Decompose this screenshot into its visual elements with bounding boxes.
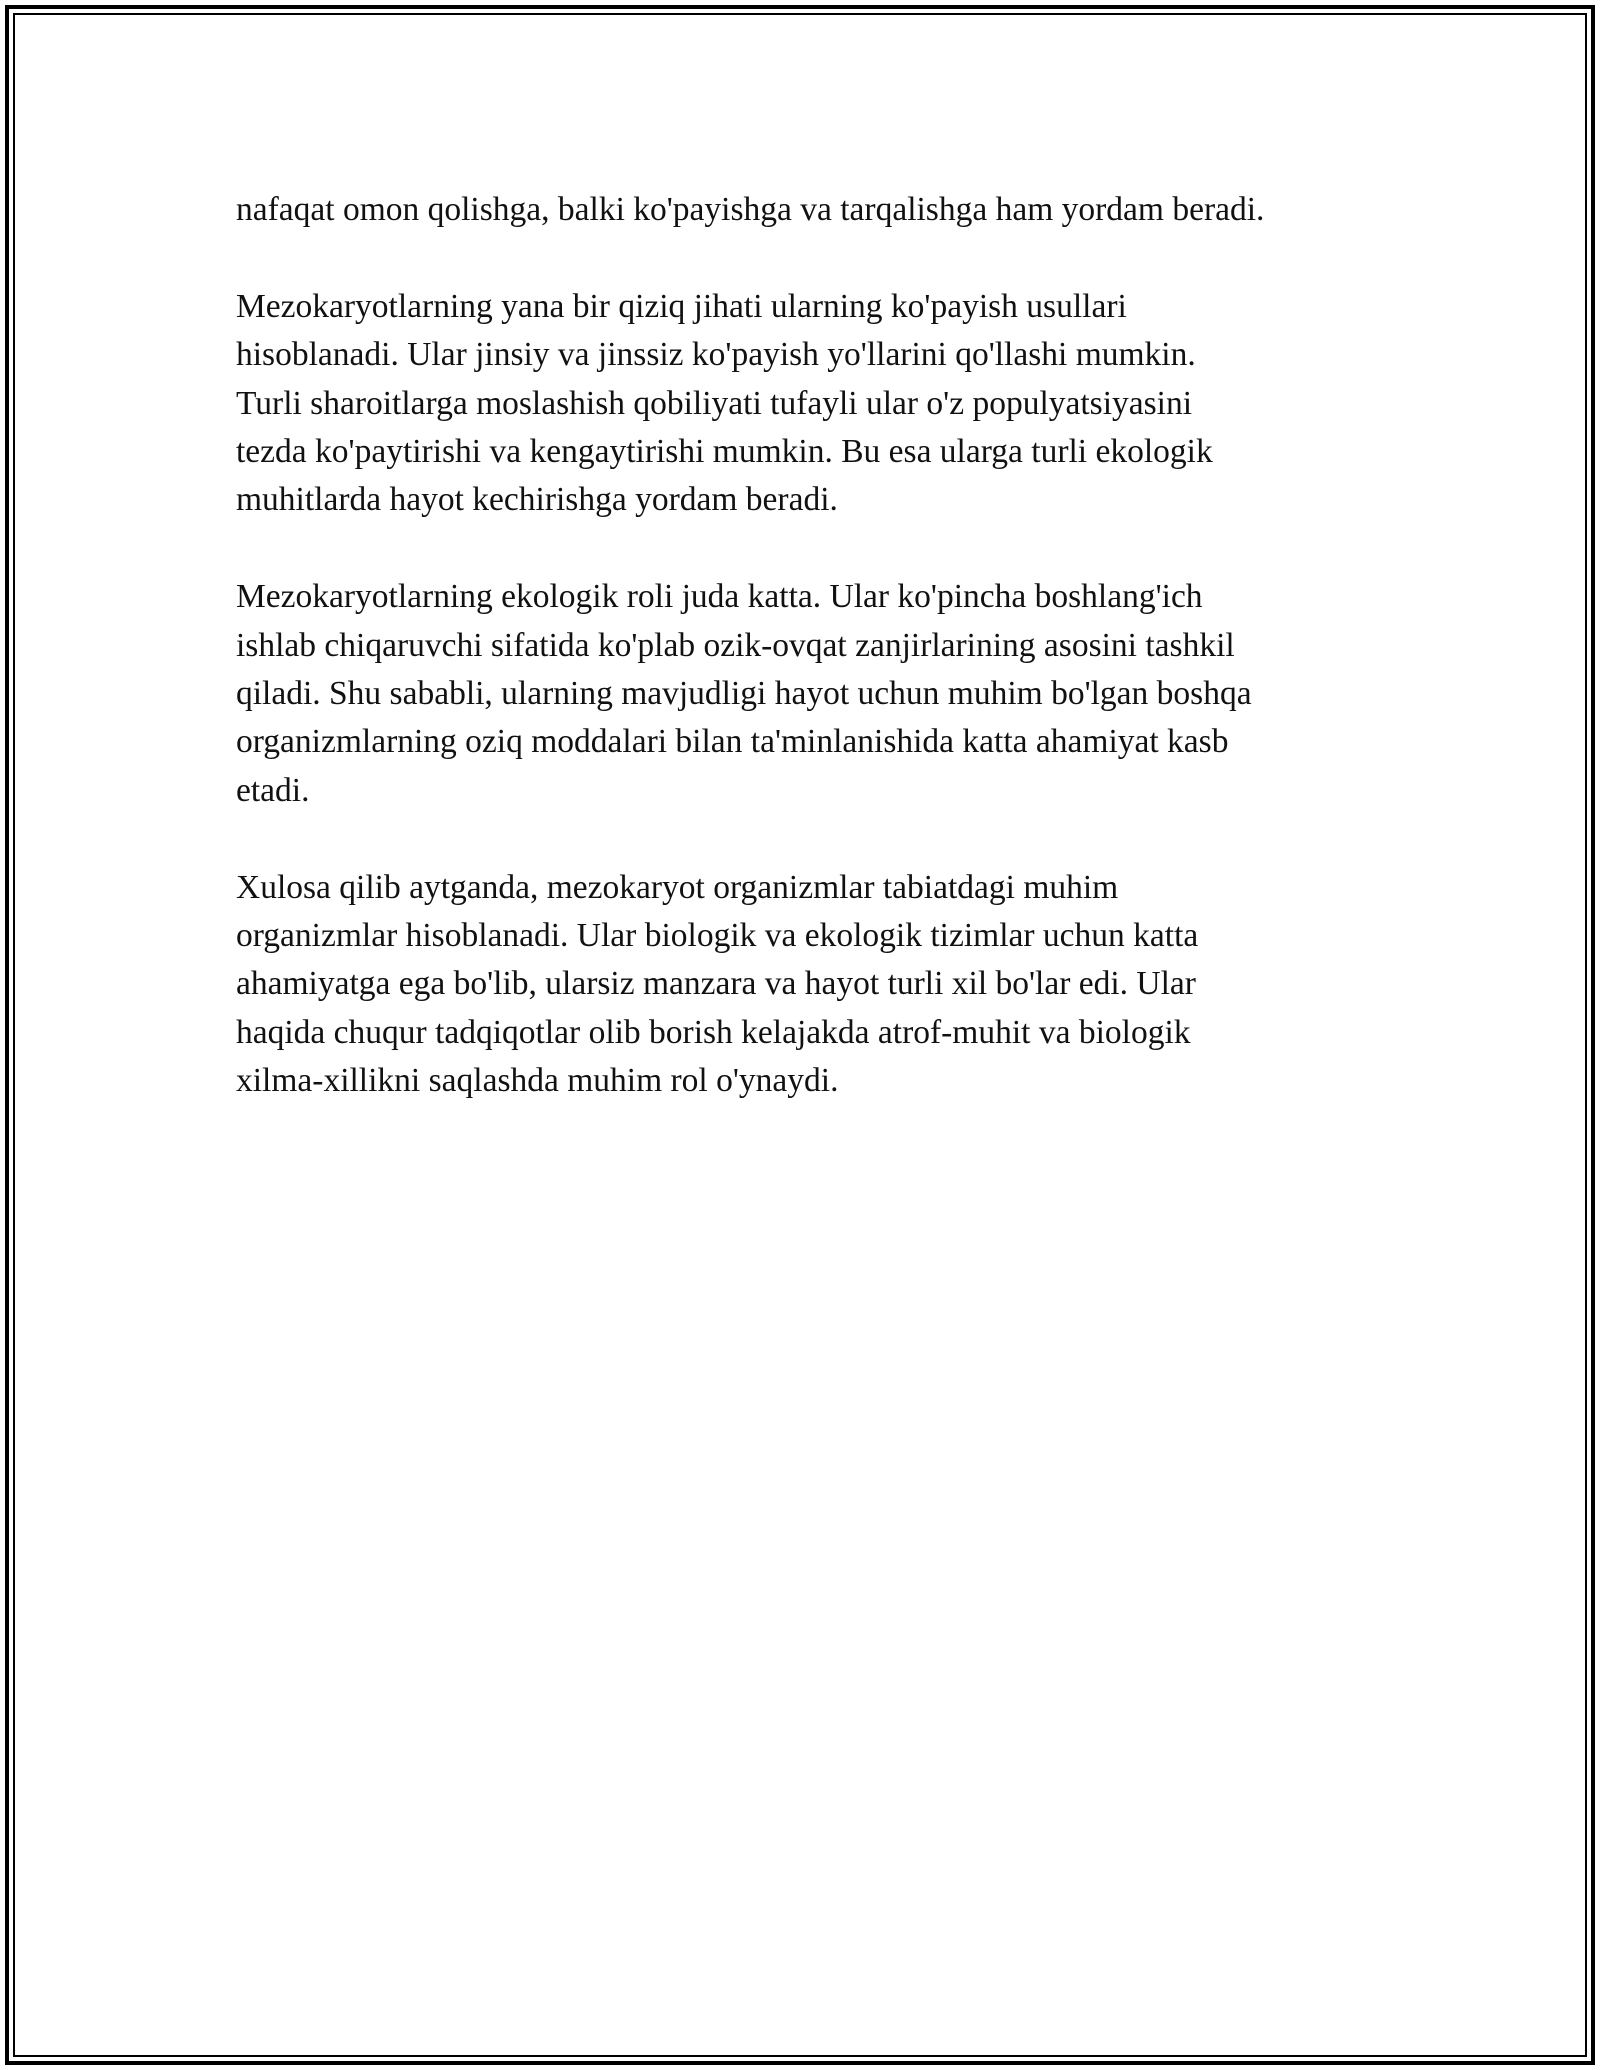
text-line: Turli sharoitlarga moslashish qobiliyati tufayli ular o'z populyatsiyasini	[236, 384, 1193, 422]
document-body	[236, 186, 1376, 1154]
text-line: haqida chuqur tadqiqotlar olib borish kelajakda atrof-muhit va biologik	[236, 1013, 1191, 1051]
text-line: xilma-xillikni saqlashda muhim rol o'ynaydi.	[236, 1062, 839, 1100]
text-line: nafaqat omon qolishga, balki ko'payishga va tarqalishga ham yordam beradi.	[236, 191, 1265, 228]
text-line: Xulosa qilib aytganda, mezokaryot organizmlar tabiatdagi muhim	[236, 868, 1119, 906]
paragraph-4	[236, 864, 1376, 1106]
text-line: Mezokaryotlarning yana bir qiziq jihati ularning ko'payish usullari	[236, 287, 1127, 325]
text-line: organizmlar hisoblanadi. Ular biologik va ekologik tizimlar uchun katta	[236, 917, 1199, 955]
paragraph-1	[236, 186, 1376, 234]
paragraph-2	[236, 283, 1376, 525]
text-line: Mezokaryotlarning ekologik roli juda katta. Ular ko'pincha boshlang'ich	[236, 578, 1203, 616]
text-line: muhitlarda hayot kechirishga yordam beradi.	[236, 481, 838, 519]
text-line: qiladi. Shu sababli, ularning mavjudligi hayot uchun muhim bo'lgan boshqa	[236, 675, 1252, 713]
text-line: organizmlarning oziq moddalari bilan ta'minlanishida katta ahamiyat kasb	[236, 723, 1229, 761]
text-line: etadi.	[236, 771, 310, 809]
text-line: hisoblanadi. Ular jinsiy va jinssiz ko'payish yo'llarini qo'llashi mumkin.	[236, 336, 1196, 374]
text-line: tezda ko'paytirishi va kengaytirishi mumkin. Bu esa ularga turli ekologik	[236, 433, 1213, 471]
paragraph-3	[236, 573, 1376, 815]
text-line: ahamiyatga ega bo'lib, ularsiz manzara va hayot turli xil bo'lar edi. Ular	[236, 965, 1196, 1003]
text-line: ishlab chiqaruvchi sifatida ko'plab ozik-ovqat zanjirlarining asosini tashkil	[236, 626, 1235, 664]
